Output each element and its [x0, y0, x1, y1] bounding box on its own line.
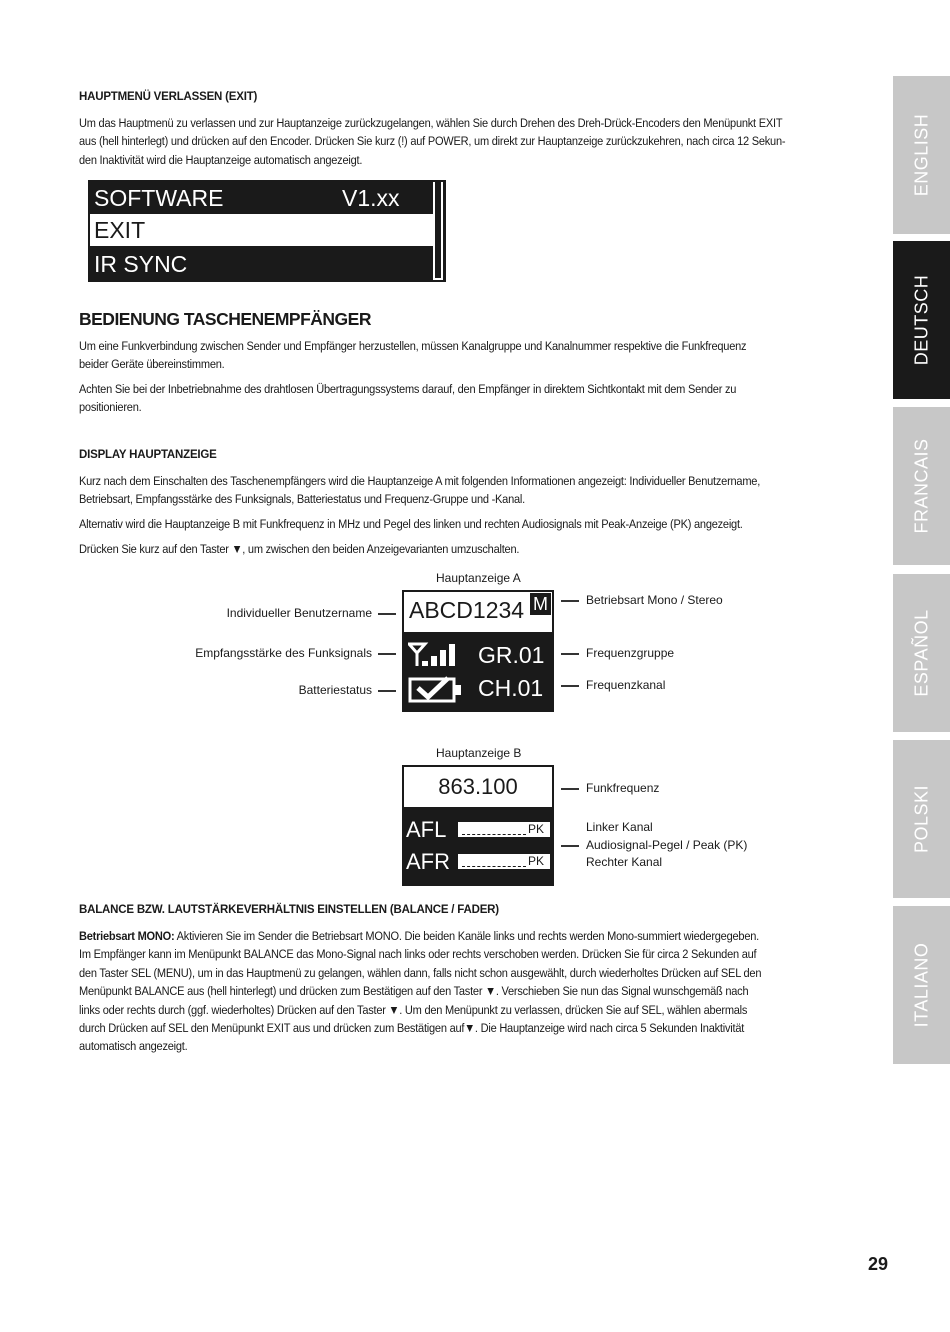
section-heading-operation: BEDIENUNG TASCHENEMPFÄNGER: [79, 309, 371, 329]
tab-espanol[interactable]: [893, 574, 950, 732]
text-line: durch Drücken auf SEL den Menüpunkt EXIT aus und drücken zum Bestätigen auf▼. Die Hauptanzeige wird nach circa 5 Sekunden Inaktivität: [79, 1021, 745, 1036]
left-peak-indicator: PK: [528, 822, 545, 836]
section-heading-exit: HAUPTMENÜ VERLASSEN (EXIT): [79, 91, 258, 103]
antenna-signal-icon: [408, 642, 464, 668]
paragraph-display-2: Alternativ wird die Hauptanzeige B mit Funkfrequenz in MHz und Pegel des linken und rechten Audiosignals mit Peak-Anzeige (PK) angezeigt.: [79, 517, 743, 531]
bold-lead: Betriebsart MONO:: [79, 929, 175, 943]
text-line-rest: Aktivieren Sie im Sender die Betriebsart MONO. Die beiden Kanäle links und rechts werden Mono-summiert wiedergegeben.: [174, 929, 759, 943]
text-line: Im Empfänger kann im Menüpunkt BALANCE das Mono-Signal nach links oder rechts verschoben werden. Drücken Sie für circa 2 Sekunden auf: [79, 947, 757, 962]
section-heading-display: DISPLAY HAUPTANZEIGE: [79, 449, 217, 461]
username-text: ABCD1234: [409, 597, 525, 623]
tab-label: FRANCAIS: [911, 438, 931, 534]
frequency-text: 863.100: [438, 774, 518, 799]
tab-label: POLSKI: [911, 784, 931, 854]
label-level: Audiosignal-Pegel / Peak (PK): [586, 838, 748, 852]
scrollbar-thumb: [435, 182, 441, 278]
display-b: [402, 765, 554, 886]
label-battery: Batteriestatus: [298, 683, 372, 697]
tab-label: DEUTSCH: [911, 274, 931, 366]
channel-text: CH.01: [478, 675, 544, 701]
leader-line: [561, 600, 579, 602]
text-line: Menüpunkt BALANCE aus (hell hinterlegt) und drücken zum Bestätigen auf den Taster ▼. Verschieben Sie nun das Signal wunschgemäß nach: [79, 984, 749, 999]
section-heading-balance: BALANCE BZW. LAUTSTÄRKEVERHÄLTNIS EINSTELLEN (BALANCE / FADER): [79, 904, 499, 916]
paragraph-operation-1: [79, 337, 830, 374]
menu-screen: [88, 180, 446, 282]
text-line: den Taster SEL (MENU), um in das Hauptmenü zu gelangen, wählen dann, falls nicht schon ausgewählt, durch wiederholtes Drücken auf SEL den: [79, 965, 762, 980]
tab-italiano[interactable]: [893, 906, 950, 1064]
tab-polski[interactable]: [893, 740, 950, 898]
label-mode: Betriebsart Mono / Stereo: [586, 593, 723, 607]
caption-display-b: Hauptanzeige B: [436, 746, 522, 760]
software-version: V1.xx: [342, 185, 400, 211]
tab-label: ESPAÑOL: [911, 609, 931, 697]
tab-francais[interactable]: [893, 407, 950, 565]
leader-line: [561, 788, 579, 790]
leader-line: [561, 845, 579, 847]
right-channel-text: AFR: [406, 849, 450, 874]
tab-label: ITALIANO: [911, 942, 931, 1028]
tab-english[interactable]: [893, 76, 950, 234]
label-group: Frequenzgruppe: [586, 646, 675, 660]
menu-row-software: [90, 182, 432, 214]
tab-deutsch[interactable]: [893, 241, 950, 399]
leader-line: [378, 653, 396, 655]
right-level-bar: [462, 866, 526, 867]
text-line: Achten Sie bei der Inbetriebnahme des drahtlosen Übertragungssystems darauf, den Empfänger in direktem Sichtkontakt mit dem Sender zu: [79, 382, 737, 396]
paragraph-display-1: [79, 472, 848, 509]
text-line: Um das Hauptmenü zu verlassen und zur Hauptanzeige zurückzugelangen, wählen Sie durch Drehen des Dreh-Drück-Encoders den Menüpunkt EXIT: [79, 116, 783, 130]
right-peak-indicator: PK: [528, 854, 545, 868]
battery-icon: [408, 676, 464, 704]
label-left-channel: Linker Kanal: [586, 820, 653, 834]
caption-display-a: Hauptanzeige A: [436, 571, 521, 585]
label-right-channel: Rechter Kanal: [586, 855, 663, 869]
mode-badge: M: [530, 593, 551, 615]
label-username: Individueller Benutzername: [226, 606, 372, 620]
menu-row-exit: EXIT: [90, 214, 434, 246]
leader-line: [561, 653, 579, 655]
paragraph-display-3: Drücken Sie kurz auf den Taster ▼, um zwischen den beiden Anzeigevarianten umzuschalten.: [79, 542, 520, 556]
text-line: beider Geräte übereinstimmen.: [79, 357, 225, 372]
display-a: [402, 590, 554, 712]
menu-row-label: SOFTWARE: [94, 185, 224, 211]
paragraph-operation-2: [79, 380, 830, 417]
paragraph-exit: [79, 114, 821, 169]
tab-label: ENGLISH: [911, 113, 931, 197]
text-line: Kurz nach dem Einschalten des Taschenempfängers wird die Hauptanzeige A mit folgenden Informationen angezeigt: Individueller Benutzername,: [79, 474, 761, 488]
leader-line: [378, 690, 396, 692]
text-line: positionieren.: [79, 400, 142, 415]
text-line: automatisch angezeigt.: [79, 1039, 188, 1054]
text-line: [79, 927, 844, 945]
label-signal: Empfangsstärke des Funksignals: [195, 646, 372, 660]
left-level-bar: [462, 834, 526, 835]
text-line: links oder rechts durch (ggf. wiederholtes) Drücken auf den Taster ▼. Um den Menüpunkt zu verlassen, drücken Sie auf SEL, wählen abermals: [79, 1002, 748, 1017]
left-channel-text: AFL: [406, 817, 447, 842]
text-line: Um eine Funkverbindung zwischen Sender und Empfänger herzustellen, müssen Kanalgruppe und Kanalnummer respektive die Funkfrequenz: [79, 339, 747, 353]
group-text: GR.01: [478, 642, 545, 668]
menu-scrollbar: [433, 182, 443, 280]
text-line: Betriebsart, Empfangsstärke des Funksignals, Batteriestatus und Frequenz-Gruppe und -Kanal.: [79, 492, 525, 507]
label-channel: Frequenzkanal: [586, 678, 666, 692]
leader-line: [378, 613, 396, 615]
menu-row-ir-sync: IR SYNC: [94, 251, 188, 277]
text-line: aus (hell hinterlegt) und drücken auf den Encoder. Drücken Sie kurz (!) auf POWER, um direkt zur Hauptanzeige zurückzukehren, nach circa 12 Sekun-: [79, 134, 786, 149]
text-line: den Inaktivität wird die Hauptanzeige automatisch angezeigt.: [79, 152, 363, 167]
page-number: 29: [868, 1254, 889, 1274]
label-frequency: Funkfrequenz: [586, 781, 660, 795]
leader-line: [561, 685, 579, 687]
paragraph-balance: [79, 927, 844, 1056]
